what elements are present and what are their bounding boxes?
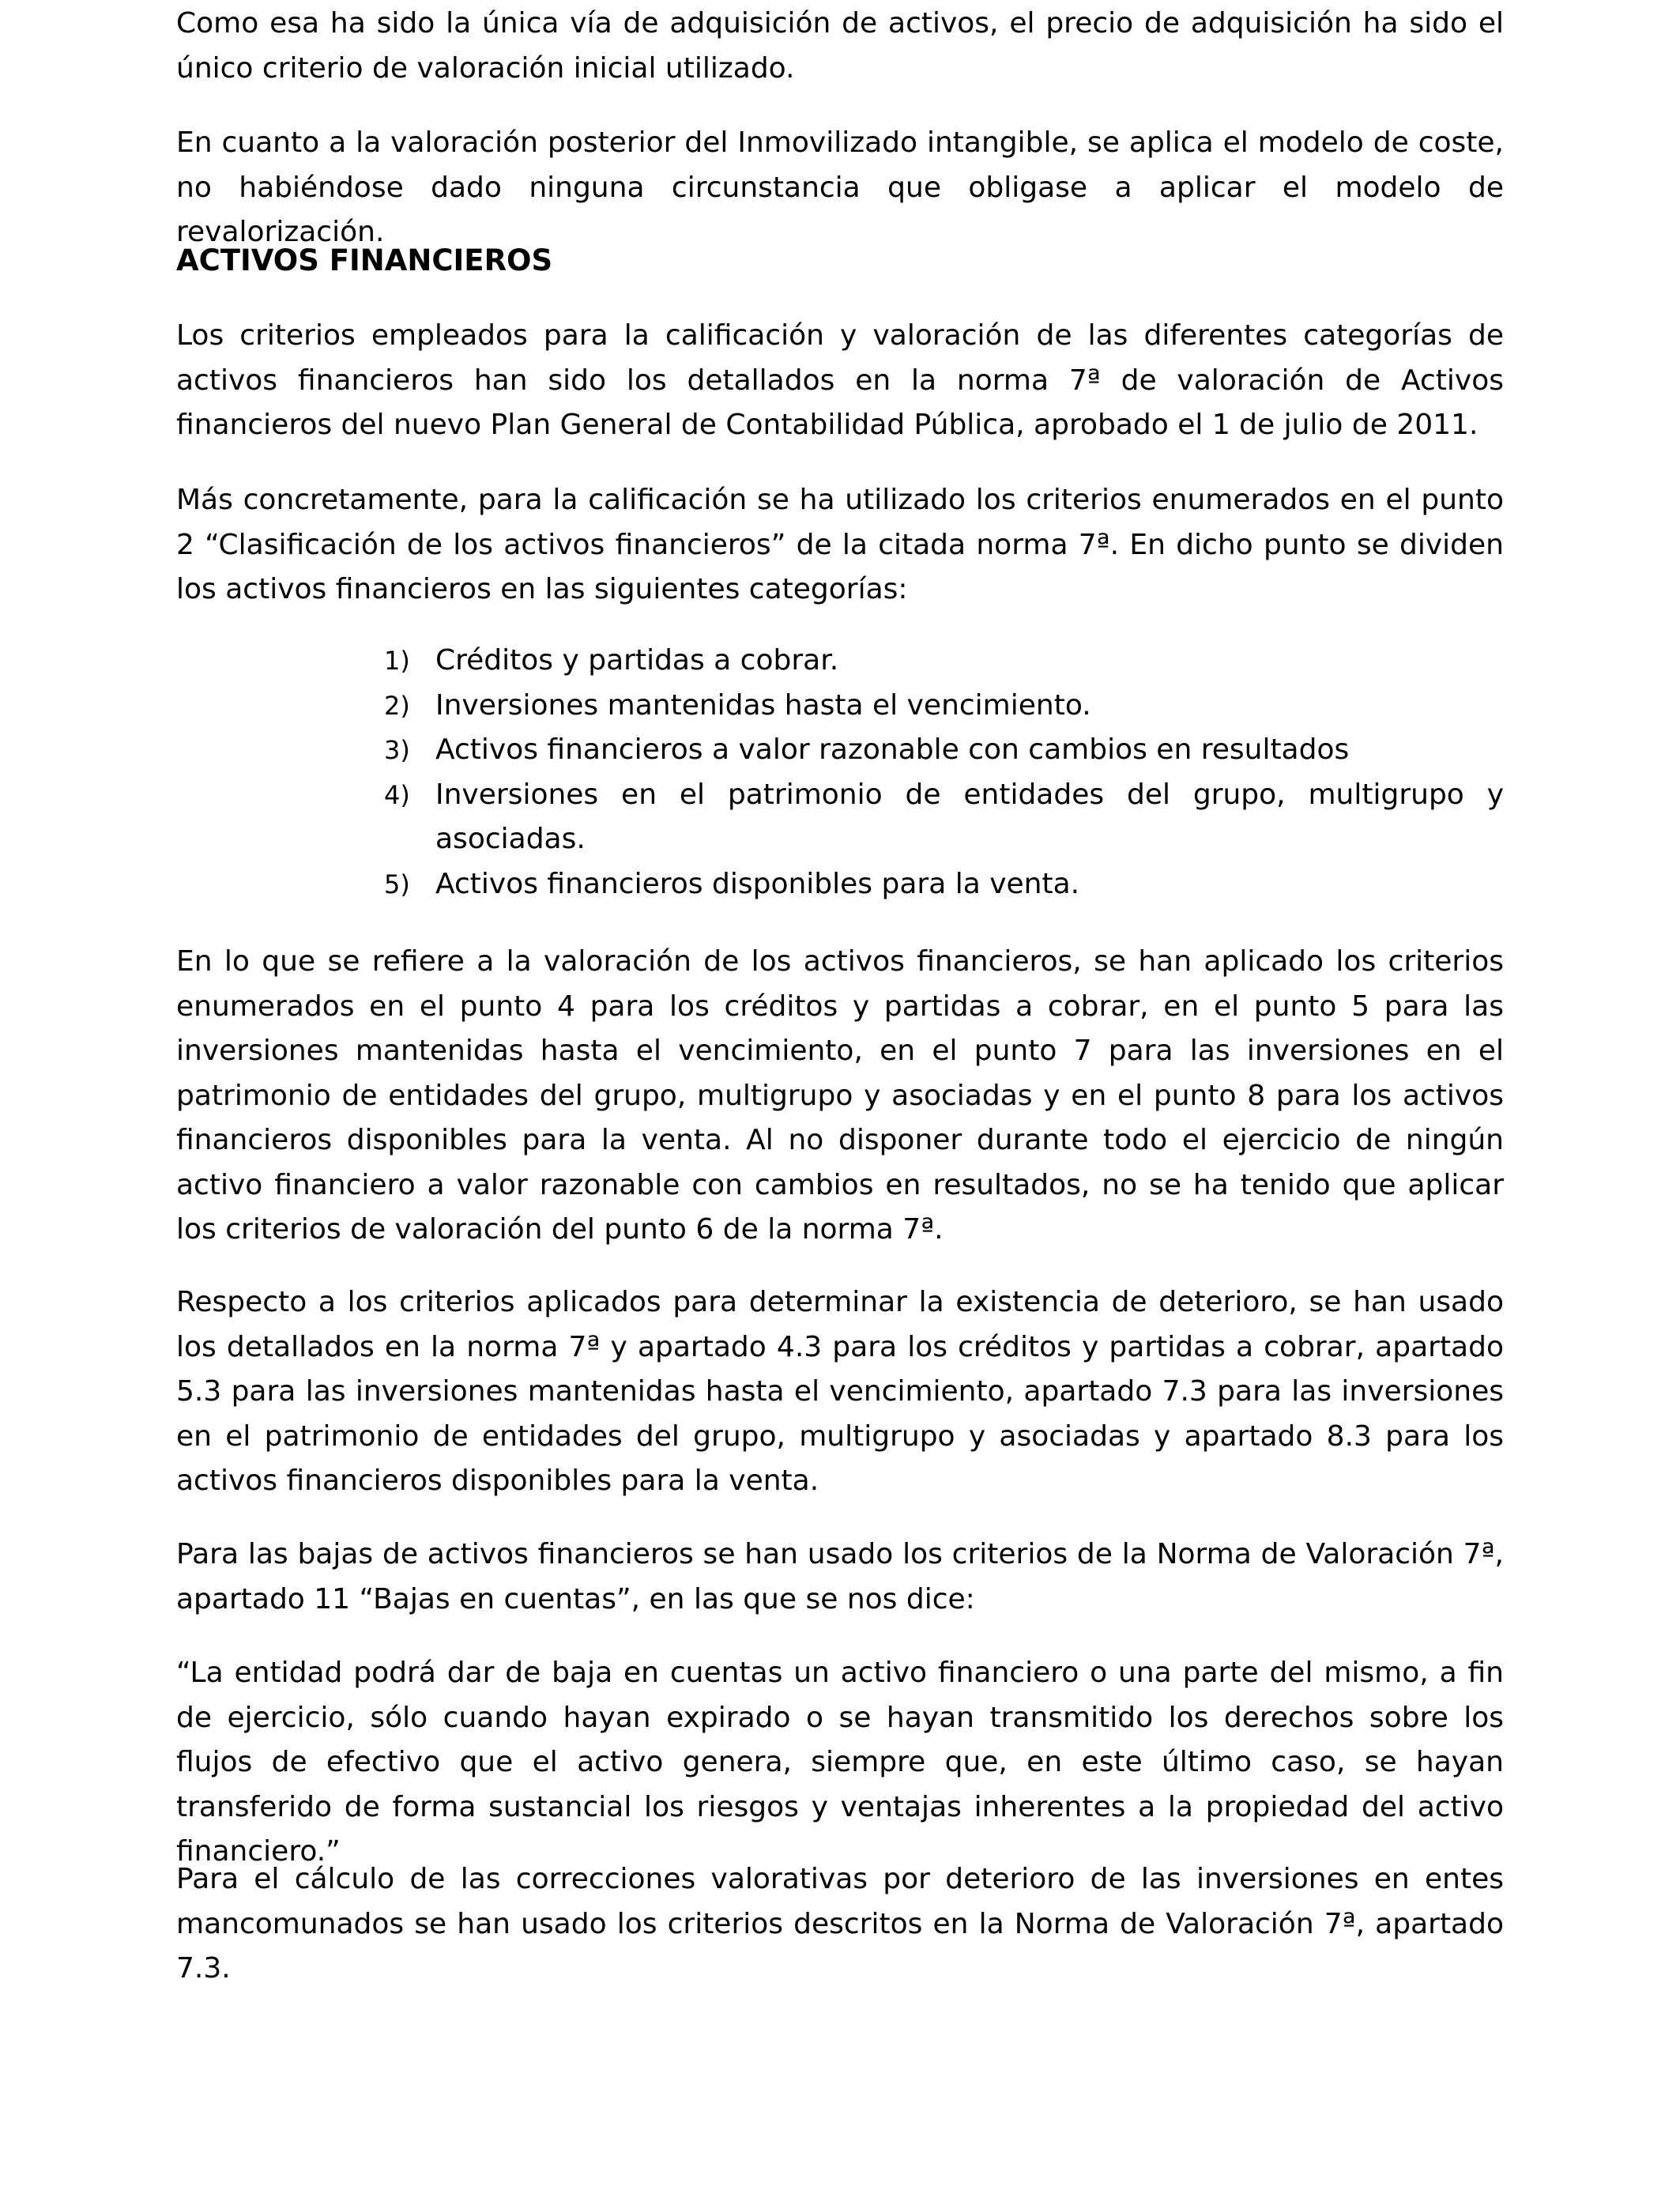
list-item-text: Activos financieros a valor razonable con cambios en resultados bbox=[435, 733, 1350, 766]
list-item bbox=[176, 728, 1504, 773]
list-item bbox=[176, 862, 1504, 907]
list-item-text: Activos financieros disponibles para la venta. bbox=[435, 867, 1080, 900]
list-item-number: 2) bbox=[384, 690, 410, 721]
paragraph-deterioro: Respecto a los criterios aplicados para determinar la existencia de deterioro, se han usado los detallados en la norma 7ª y apartado 4.3 para los créditos y partidas a cobrar, apartado 5.3 para las inversiones mantenidas hasta el vencimiento, apartado 7.3 para las inversiones en el patrimonio de entidades del grupo, multigrupo y asociadas y apartado 8.3 para los activos financieros disponibles para la venta. bbox=[176, 1286, 1504, 1497]
list-item-number: 5) bbox=[384, 869, 410, 899]
list-item-text: Inversiones en el patrimonio de entidades del grupo, multigrupo y asociadas. bbox=[435, 778, 1504, 855]
list-item-number: 1) bbox=[384, 646, 410, 676]
list-item-number: 4) bbox=[384, 779, 410, 810]
list-item bbox=[176, 639, 1504, 684]
list-item-text: Créditos y partidas a cobrar. bbox=[435, 644, 839, 677]
list-item-number: 3) bbox=[384, 735, 410, 765]
paragraph-bajas: Para las bajas de activos financieros se han usado los criterios de la Norma de Valoración 7ª, apartado 11 “Bajas en cuentas”, en las que se nos dice: bbox=[176, 1538, 1504, 1615]
paragraph-valoracion-activos: En lo que se refiere a la valoración de los activos financieros, se han aplicado los criterios enumerados en el punto 4 para los créditos y partidas a cobrar, en el punto 5 para las inversiones mantenidas hasta el vencimiento, en el punto 7 para las inversiones en el patrimonio de entidades del grupo, multigrupo y asociadas y en el punto 8 para los activos financieros disponibles para la venta. Al no disponer durante todo el ejercicio de ningún activo financiero a valor razonable con cambios en resultados, no se ha tenido que aplicar los criterios de valoración del punto 6 de la norma 7ª. bbox=[176, 945, 1504, 1246]
paragraph-calificacion: Más concretamente, para la calificación se ha utilizado los criterios enumerados en el punto 2 “Clasificación de los activos financieros” de la citada norma 7ª. En dicho punto se dividen los activos financieros en las siguientes categorías: bbox=[176, 484, 1504, 605]
categories-list bbox=[176, 639, 1504, 907]
paragraph-cita-norma: “La entidad podrá dar de baja en cuentas un activo financiero o una parte del mismo, a fin de ejercicio, sólo cuando hayan expirado o se hayan transmitido los derechos sobre los flujos de efectivo que el activo genera, siempre que, en este último caso, se hayan transferido de forma sustancial los riesgos y ventajas inherentes a la propiedad del activo financiero.” bbox=[176, 1657, 1504, 1868]
list-item bbox=[176, 773, 1504, 862]
list-item-text: Inversiones mantenidas hasta el vencimiento. bbox=[435, 688, 1091, 722]
paragraph-correcciones-valorativas: Para el cálculo de las correcciones valorativas por deterioro de las inversiones en entes mancomunados se han usado los criterios descritos en la Norma de Valoración 7ª, apartado 7.3. bbox=[176, 1863, 1504, 1985]
paragraph-criterios-empleados: Los criterios empleados para la calificación y valoración de las diferentes categorías de activos financieros han sido los detallados en la norma 7ª de valoración de Activos financieros del nuevo Plan General de Contabilidad Pública, aprobado el 1 de julio de 2011. bbox=[176, 319, 1504, 441]
paragraph-adquisicion: Como esa ha sido la única vía de adquisición de activos, el precio de adquisición ha sido el único criterio de valoración inicial utilizado. bbox=[176, 7, 1504, 85]
section-heading-activos-financieros: ACTIVOS FINANCIEROS bbox=[176, 243, 553, 277]
paragraph-valoracion-posterior: En cuanto a la valoración posterior del Inmovilizado intangible, se aplica el modelo de coste, no habiéndose dado ninguna circunstancia que obligase a aplicar el modelo de revalorización. bbox=[176, 126, 1504, 248]
list-item bbox=[176, 684, 1504, 729]
